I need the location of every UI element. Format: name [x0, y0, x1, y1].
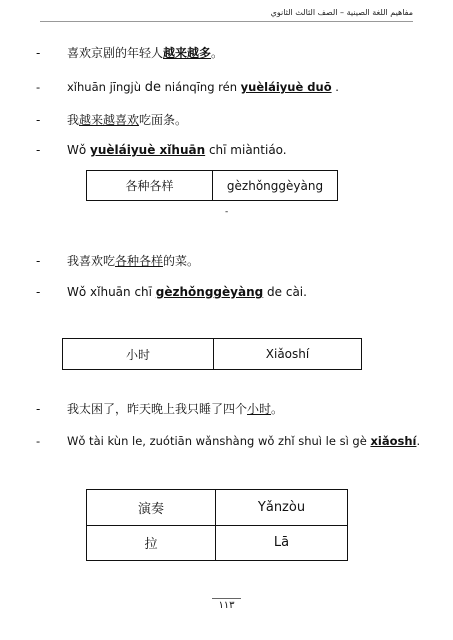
- text-segment: 喜欢京剧的年轻人: [67, 46, 164, 60]
- vocab-hanzi: 演奏: [87, 490, 216, 526]
- text-segment: niánqīng rén: [160, 80, 241, 94]
- text-segment: chī miàntiáo.: [205, 143, 287, 157]
- text-segment: 我: [67, 113, 80, 127]
- vocab-pinyin: gèzhǒnggèyàng: [213, 171, 338, 201]
- page-number: [0, 600, 453, 611]
- text-segment: 。: [271, 402, 284, 416]
- bullet-dash: -: [36, 402, 41, 416]
- sentence-1-hanzi: [36, 44, 223, 61]
- bullet-dash: -: [36, 254, 41, 268]
- highlighted-term: 各种各样: [115, 254, 164, 268]
- highlighted-term: xiǎoshí: [370, 434, 417, 448]
- page-header: مفاهيم اللغة الصينية – الصف الثالث الثانوي: [40, 8, 413, 22]
- vocab-table-3: [86, 489, 348, 561]
- highlighted-term: gèzhǒnggèyàng: [155, 285, 264, 299]
- sentence-1-pinyin: [36, 80, 339, 95]
- bullet-dash: -: [36, 46, 41, 60]
- text-segment: Wǒ: [67, 143, 91, 157]
- highlighted-term: 越来越喜欢: [79, 113, 140, 127]
- text-segment: 我太困了，昨天晚上我只睡了四个: [67, 402, 248, 416]
- highlighted-term: 越来越多: [163, 46, 212, 60]
- text-segment: 的菜。: [163, 254, 200, 268]
- stray-dash: -: [225, 207, 229, 217]
- vocab-table-2: [62, 338, 362, 370]
- text-segment: .: [416, 434, 421, 448]
- vocab-hanzi: 各种各样: [87, 171, 213, 201]
- sentence-2-pinyin: [36, 143, 287, 157]
- sentence-4-hanzi: [36, 400, 283, 417]
- sentence-4-pinyin: [36, 434, 420, 448]
- bullet-dash: -: [36, 285, 41, 299]
- vocab-pinyin: Xiǎoshí: [214, 339, 362, 370]
- vocab-table-1: [86, 170, 338, 201]
- sentence-3-hanzi: [36, 252, 199, 269]
- text-segment: Wǒ xǐhuān chī: [67, 285, 156, 299]
- text-segment: xǐhuān jīngjù: [67, 80, 145, 94]
- text-segment: 我喜欢吃: [67, 254, 116, 268]
- bullet-dash: -: [36, 113, 41, 127]
- sentence-3-pinyin: [36, 285, 307, 299]
- text-segment: de: [144, 80, 161, 95]
- text-segment: .: [331, 80, 339, 94]
- highlighted-term: 小时: [247, 402, 272, 416]
- text-segment: de cài.: [263, 285, 307, 299]
- text-segment: 。: [211, 46, 224, 60]
- highlighted-term: yuèláiyuè xǐhuān: [90, 143, 206, 157]
- bullet-dash: -: [36, 434, 41, 448]
- bullet-dash: -: [36, 80, 41, 94]
- sentence-2-hanzi: [36, 111, 187, 128]
- bullet-dash: -: [36, 143, 41, 157]
- text-segment: Wǒ tài kùn le, zuótiān wǎnshàng wǒ zhǐ shuì le sì gè: [67, 434, 371, 448]
- highlighted-term: yuèláiyuè duō: [240, 80, 332, 94]
- vocab-pinyin: Lā: [216, 525, 348, 561]
- page-number-text: ١١٣: [212, 598, 240, 612]
- vocab-hanzi: 小时: [63, 339, 214, 370]
- vocab-hanzi: 拉: [87, 525, 216, 561]
- vocab-pinyin: Yǎnzòu: [216, 490, 348, 526]
- text-segment: 吃面条。: [139, 113, 188, 127]
